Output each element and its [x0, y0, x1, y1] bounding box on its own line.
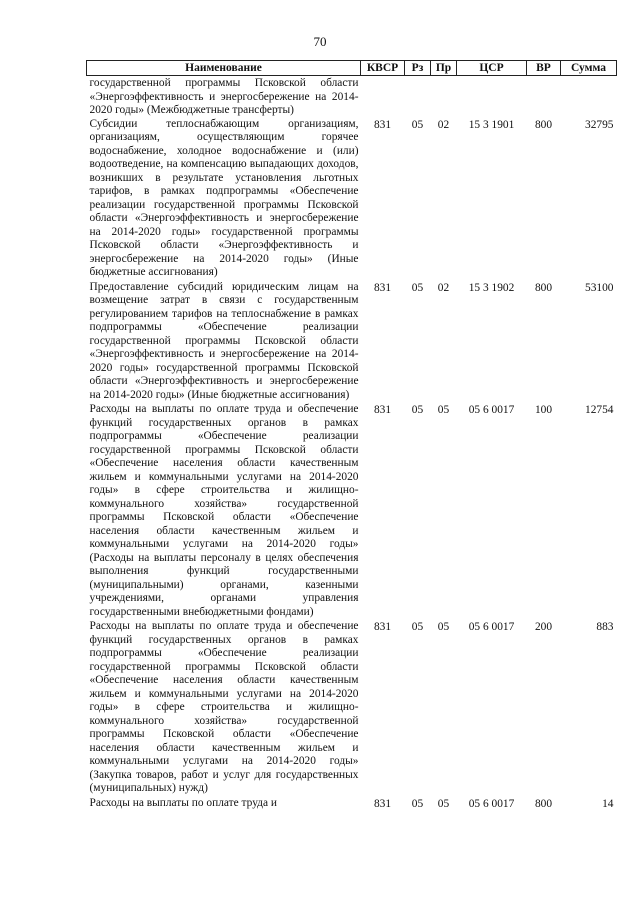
table-row [87, 281, 617, 404]
row-name: Расходы на выплаты по оплате труда и [89, 796, 277, 809]
row-sum: 883 [596, 621, 614, 633]
header-vr: ВР [527, 61, 561, 76]
row-csr: 05 6 0017 [468, 404, 515, 416]
row-kvsr: 831 [373, 797, 392, 810]
row-name: Расходы на выплаты по оплате труда и обеспечение функций государственных органов в рамках подпрограммы «Обеспечение реализации государственной программы Псковской области «Обеспечение населения области качественным жильем и коммунальными услугами на 2014-2020 годы» в сфере строительства и жилищно-коммунального хозяйства» государственной программы Псковской области «Обеспечение населения области качественным жильем и коммунальными услугами на 2014-2020 годы» (Расходы на выплаты персоналу в целях обеспечения выполнения функций государственными (муниципальными) органами, казенными учреждениями, органами управления государственными внебюджетными фондами) [89, 403, 359, 618]
row-pr: 02 [437, 118, 450, 131]
table-row [87, 403, 617, 620]
row-rz: 05 [411, 797, 424, 810]
row-pr: 05 [437, 621, 450, 633]
continuation-text: государственной программы Псковской области «Энергоэффективность и энергосбережение на 2014-2020 годы» (Межбюджетные трансферты) [89, 77, 359, 116]
header-kvsr: КВСР [361, 61, 405, 76]
header-rz: Рз [405, 61, 431, 76]
header-csr: ЦСР [457, 61, 527, 76]
row-kvsr: 831 [373, 621, 392, 633]
row-pr: 05 [437, 797, 450, 810]
table-row [87, 620, 617, 797]
table-row [87, 118, 617, 281]
row-sum: 32795 [585, 118, 614, 131]
row-name: Предоставление субсидий юридическим лицам на возмещение затрат в связи с государственным регулированием тарифов на теплоснабжение в рамках подпрограммы «Обеспечение реализации государственной программы Псковской области «Энергоэффективность и энергосбережение на 2014-2020 годы» государственной программы Псковской области «Энергоэффективность и энергосбережение на 2014-2020 годы» (Иные бюджетные ассигнования) [89, 280, 359, 401]
row-rz: 05 [411, 621, 424, 633]
table-header-row [87, 61, 617, 76]
row-csr: 05 6 0017 [468, 621, 515, 633]
page-number: 70 [313, 34, 327, 49]
budget-table [86, 60, 617, 812]
row-sum: 14 [602, 797, 614, 810]
row-kvsr: 831 [373, 281, 392, 294]
row-name: Расходы на выплаты по оплате труда и обеспечение функций государственных органов в рамках подпрограммы «Обеспечение реализации государственной программы Псковской области «Обеспечение населения области качественным жильем и коммунальными услугами на 2014-2020 годы» в сфере строительства и жилищно-коммунального хозяйства» государственной программы Псковской области «Обеспечение населения области качественным жильем и коммунальными услугами на 2014-2020 годы» (Закупка товаров, работ и услуг для государственных (муниципальных) нужд) [89, 620, 359, 794]
row-name: Субсидии теплоснабжающим организациям, организациям, осуществляющим горячее водоснабжение, холодное водоснабжение и (или) водоотведение, на компенсацию выпадающих доходов, возникших в результате установления льготных тарифов, в рамках подпрограммы «Обеспечение реализации государственной программы Псковской области «Энергоэффективность и энергосбережение на 2014-2020 годы» государственной программы Псковской области «Энергоэффективность и энергосбережение на 2014-2020 годы» (Иные бюджетные ассигнования) [89, 117, 359, 278]
row-csr: 15 3 1902 [468, 281, 515, 294]
row-vr: 800 [534, 797, 553, 810]
row-pr: 05 [437, 404, 450, 416]
row-pr: 02 [437, 281, 450, 294]
row-vr: 100 [534, 404, 553, 416]
header-name: Наименование [87, 61, 361, 76]
row-rz: 05 [411, 404, 424, 416]
row-csr: 15 3 1901 [468, 118, 515, 131]
row-kvsr: 831 [373, 118, 392, 131]
header-sum: Сумма [561, 61, 617, 76]
table-row [87, 797, 617, 813]
row-vr: 200 [534, 621, 553, 633]
header-pr: Пр [431, 61, 457, 76]
row-rz: 05 [411, 118, 424, 131]
row-sum: 53100 [585, 281, 614, 294]
row-kvsr: 831 [373, 404, 392, 416]
row-rz: 05 [411, 281, 424, 294]
row-sum: 12754 [585, 404, 614, 416]
row-vr: 800 [534, 281, 553, 294]
row-vr: 800 [534, 118, 553, 131]
table-row-continuation [87, 76, 617, 118]
row-csr: 05 6 0017 [468, 797, 515, 810]
